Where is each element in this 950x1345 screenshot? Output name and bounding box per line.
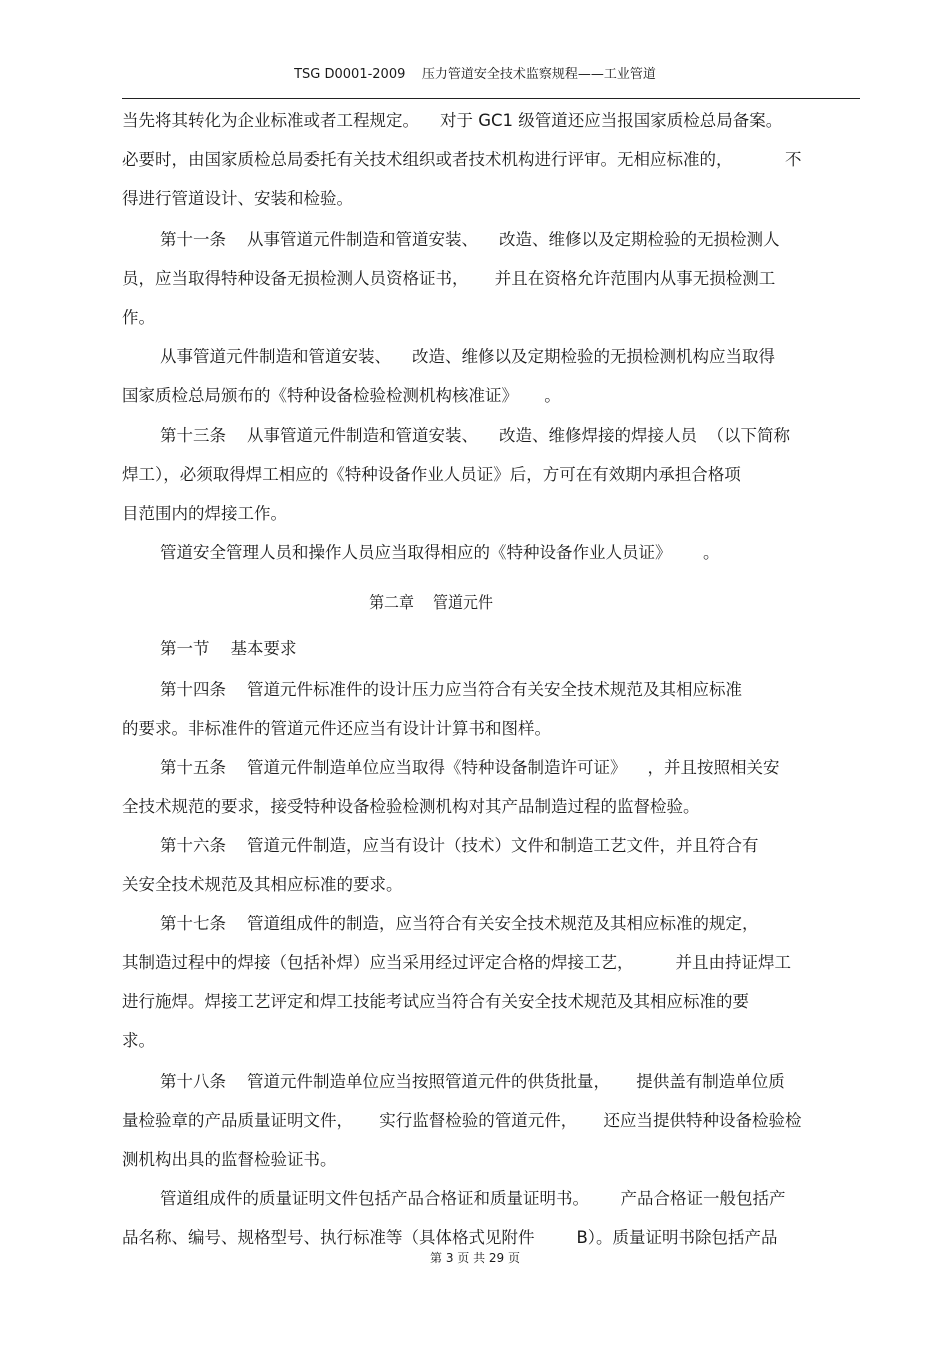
text-line: 第十六条 管道元件制造，应当有设计（技术）文件和制造工艺文件，并且符合有 [160, 836, 759, 855]
text-line: 品名称、编号、规格型号、执行标准等（具体格式见附件 B）。质量证明书除包括产品 [122, 1228, 778, 1247]
text-line: 关安全技术规范及其相应标准的要求。 [122, 875, 403, 894]
text-line: 员，应当取得特种设备无损检测人员资格证书， 并且在资格允许范围内从事无损检测工 [122, 269, 776, 288]
text-line: 目范围内的焊接工作。 [122, 504, 287, 523]
text-line: 测机构出具的监督检验证书。 [122, 1150, 337, 1169]
text-line: 从事管道元件制造和管道安装、 改造、维修以及定期检验的无损检测机构应当取得 [160, 347, 775, 366]
text-line: 国家质检总局颁布的《特种设备检验检测机构核准证》 。 [122, 386, 561, 405]
text-line: 第十五条 管道元件制造单位应当取得《特种设备制造许可证》 ，并且按照相关安 [160, 758, 780, 777]
text-line: 其制造过程中的焊接（包括补焊）应当采用经过评定合格的焊接工艺， 并且由持证焊工 [122, 953, 791, 972]
text-line: 全技术规范的要求，接受特种设备检验检测机构对其产品制造过程的监督检验。 [122, 797, 700, 816]
text-line: 第十七条 管道组成件的制造，应当符合有关安全技术规范及其相应标准的规定， [160, 914, 759, 933]
text-line: 当先将其转化为企业标准或者工程规定。 对于 GC1 级管道还应当报国家质检总局备案。 [122, 111, 783, 130]
text-line: 得进行管道设计、安装和检验。 [122, 189, 353, 208]
section-heading: 第一节 基本要求 [160, 639, 297, 658]
text-line: 求。 [122, 1031, 155, 1050]
text-line: 管道安全管理人员和操作人员应当取得相应的《特种设备作业人员证》 。 [160, 543, 720, 562]
text-line: 管道组成件的质量证明文件包括产品合格证和质量证明书。 产品合格证一般包括产 [160, 1189, 786, 1208]
text-line: 进行施焊。焊接工艺评定和焊工技能考试应当符合有关安全技术规范及其相应标准的要 [122, 992, 749, 1011]
text-line: 焊工），必须取得焊工相应的《特种设备作业人员证》后，方可在有效期内承担合格项 [122, 465, 741, 484]
running-header: TSG D0001-2009 压力管道安全技术监察规程——工业管道 [294, 67, 656, 82]
text-line: 第十一条 从事管道元件制造和管道安装、 改造、维修以及定期检验的无损检测人 [160, 230, 780, 249]
header-divider [122, 98, 860, 99]
chapter-heading: 第二章 管道元件 [369, 593, 493, 612]
page-number: 第 3 页 共 29 页 [430, 1251, 520, 1265]
text-line: 的要求。非标准件的管道元件还应当有设计计算书和图样。 [122, 719, 551, 738]
text-line: 第十三条 从事管道元件制造和管道安装、 改造、维修焊接的焊接人员 （以下简称 [160, 426, 790, 445]
text-line: 量检验章的产品质量证明文件， 实行监督检验的管道元件， 还应当提供特种设备检验检 [122, 1111, 802, 1130]
text-line: 作。 [122, 308, 155, 327]
text-line: 第十四条 管道元件标准件的设计压力应当符合有关安全技术规范及其相应标准 [160, 680, 742, 699]
text-line: 必要时，由国家质检总局委托有关技术组织或者技术机构进行评审。无相应标准的， 不 [122, 150, 802, 169]
text-line: 第十八条 管道元件制造单位应当按照管道元件的供货批量， 提供盖有制造单位质 [160, 1072, 785, 1091]
